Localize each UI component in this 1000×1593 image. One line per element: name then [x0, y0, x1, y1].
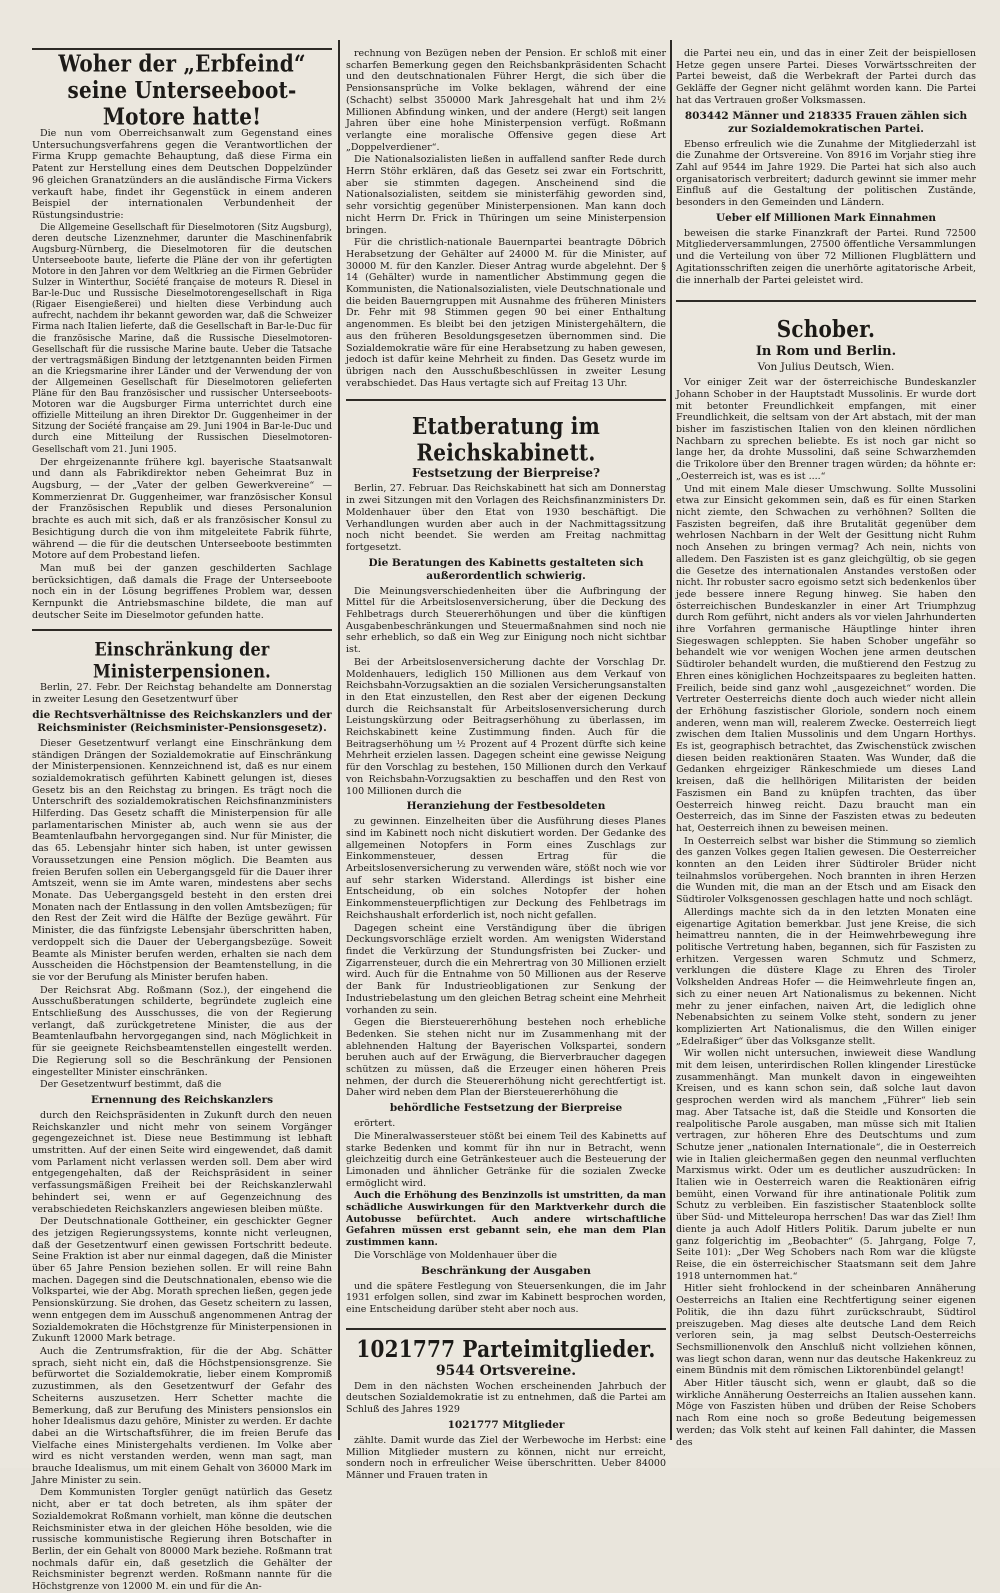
article-paragraph: Vor einiger Zeit war der österreichische Bundeskanzler Johann Schober in der Hauptstadt Mussolinis. Er wurde dort mit betonter Freundlichkeit empfangen, mit einer Freundlichkeit, die seltsam von der Art abstach, mit der man bisher im faszistischen Italien von den kleinen nördlichen Nachbarn zu sprechen beliebte. Es ist noch gar nicht so lange her, da drohte Mussolini, daß seine Schwarzhemden die Trikolore über den Brenner tragen würden; da höhnte er: „Oesterreich ist, was es ist ....“	[676, 377, 976, 482]
byline: Von Julius Deutsch, Wien.	[757, 361, 895, 374]
headline-erbfeind: Woher der „Erbfeind“ seine Unterseeboot-Motore hatte!	[58, 49, 306, 131]
article-paragraph: Der Reichsrat Abg. Roßmann (Soz.), der eingehend die Ausschußberatungen schilderte, begründete zugleich eine Entschließung des Ausschusses, die von der Regierung verlangt, daß zurückgetretene Minister, die aus der Beamtenlaufbahn hervorgegangen sind, nach Möglichkeit in für sie geeignete Reichsbeamtenstellen eingestellt werden. Die Regierung soll so die Beschränkung der Pensionen eingestellter Minister einschränken.	[32, 984, 332, 1078]
subheading: Beschränkung der Ausgaben	[421, 1264, 591, 1277]
article-paragraph: und die spätere Festlegung von Steuersenkungen, die im Jahr 1931 erfolgen sollen, sind zwar im Kabinett besprochen worden, eine Entscheidung darüber steht aber noch aus.	[346, 1280, 666, 1315]
middle-column	[346, 0, 666, 1481]
headline-schober: Schober.	[776, 315, 876, 343]
subheading: Ernennung des Reichskanzlers	[90, 1093, 274, 1106]
subheading: Heranziehung der Festbesoldeten	[406, 800, 606, 813]
article-paragraph: Wir wollen nicht untersuchen, inwieweit diese Wandlung mit dem leisen, unterirdischen Rollen klingender Lirestücke zusammenhängt. Man munkelt davon in eingeweihten Kreisen, und es kann schon sein, daß solche laut davon gesprochen werden wird als manchem „Führer“ lieb sein mag. Aber Tatsache ist, daß die Steidle und Konsorten die realpolitische Parole ausgaben, man müsse sich mit Italien vertragen, zur höheren Ehre des Deutschtums und zum Schutze jener „nationalen Internationale“, die in Oesterreich wie in Italien gleichermaßen gegen den neunmal verfluchten Marxismus wirkt. Oder um es deutlicher auszudrücken: In Italien wie in Oesterreich waren die Reaktionären eifrig bemüht, einen Vorwand für ihre antinationale Politik zum Schutz zu verbleiben. Ein faszistischer Staatenblock sollte über Süd- und Mitteleuropa herrschen! Das war das Ziel! Ihm diente ja auch Adolf Hitlers Politik. Darum jubelte er nun ganz folgerichtig im „Beobachter“ (5. Jahrgang, Folge 7, Seite 101): „Der Weg Schobers nach Rom war die klügste Reise, die ein österreichischer Staatsmann seit dem Jahre 1918 unternommen hat.“	[676, 1048, 976, 1282]
article-paragraph: erörtert.	[354, 1118, 396, 1130]
member-count: 1021777 Mitglieder	[447, 1418, 565, 1431]
article-paragraph: durch den Reichspräsidenten in Zukunft durch den neuen Reichskanzler und nicht mehr von seinem Vorgänger gegengezeichnet ist. Diese neue Bestimmung ist lebhaft umstritten. Auf der einen Seite wird eingewendet, daß damit vom Parlament nicht verlassen werden soll. Dem aber wird entgegengehalten, daß der Reichspräsident in seiner verfassungsmäßigen Freiheit bei der Reichskanzlerwahl behindert sei, wenn er auf Gegenzeichnung des verabschiedeten Reichskanzlers angewiesen bleiben müßte.	[32, 1109, 332, 1215]
article-paragraph: Die Mineralwassersteuer stößt bei einem Teil des Kabinetts auf starke Bedenken und kommt für ihn nur in Betracht, wenn gleichzeitig durch eine Getränkesteuer auch die Besteuerung der Limonaden und ähnlicher Getränke für die sozialen Zwecke ermöglicht wird.	[346, 1130, 666, 1189]
article-paragraph: beweisen die starke Finanzkraft der Partei. Rund 72500 Mitgliederversammlungen, 27500 öffentliche Versammlungen und die Verteilung von über 72 Millionen Flugblättern und Agitationsschriften zeigen die unerhörte agitatorische Arbeit, die innerhalb der Partei geleistet wird.	[676, 227, 976, 286]
article-paragraph: Hitler sieht frohlockend in der scheinbaren Annäherung Oesterreichs an Italien eine Rechtfertigung seiner eigenen Politik, die ihn dazu führt zurückschraubt, Südtirol preiszugeben. Mag dieses alte deutsche Land dem Reich verloren sein, ja mag selbst Deutsch-Oesterreichs Sechsmillionenvolk den Anschluß nicht vollziehen können, was liegt schon daran, wenn nur das deutsche Hakenkreuz zu einem Bündnis mit dem römischen Liktorenbündel gelangt!	[676, 1283, 976, 1377]
article-paragraph: Die nun vom Oberreichsanwalt zum Gegenstand eines Untersuchungsverfahrens gegen die Verantwortlichen der Firma Krupp gemachte Behauptung, daß diese Firma ein Patent zur Herstellung eines dem Deutschen Doppelzünder 96 gleichen Granatzünders an die ausländische Firma Vickers verkauft habe, findet ihr Gegenstück in einem anderen Beispiel der internationalen Verbundenheit der Rüstungsindustrie:	[32, 128, 332, 221]
section-rule	[346, 399, 666, 401]
article-paragraph: Die Meinungsverschiedenheiten über die Aufbringung der Mittel für die Arbeitslosenversicherung, über die Deckung des Fehlbetrags durch Steuererhöhungen und über die künftigen Ausgabenbeschränkungen und Steuermaßnahmen sind noch nie sehr erheblich, so daß ein Weg zur Einigung noch nicht sichtbar ist.	[346, 585, 666, 656]
article-paragraph: Dagegen scheint eine Verständigung über die übrigen Deckungsvorschläge erzielt worden. Am wenigsten Widerstand findet die Verkürzung der Stundungsfristen bei Zucker- und Zigarrensteuer, durch die ein Mehrertrag von 30 Millionen erzielt wird. Auch für die Entnahme von 50 Millionen aus der Reserve der Bank für Industrieobligationen zur Senkung der Industriebelastung um den gleichen Betrag scheint eine Mehrheit vorhanden zu sein.	[346, 922, 666, 1016]
bold-statement: die Rechtsverhältnisse des Reichskanzlers und der Reichsminister (Reichsminister-Pensionsgesetz).	[32, 708, 332, 734]
headline-etatberatung: Etatberatung im Reichskabinett.	[412, 412, 600, 467]
article-paragraph: Für die christlich-nationale Bauernpartei beantragte Döbrich Herabsetzung der Gehälter auf 24000 M. für die Minister, auf 30000 M. für den Kanzler. Dieser Antrag wurde abgelehnt. Der § 14 (Gehälter) wurde in namentlicher Abstimmung gegen die Kommunisten, die Nationalsozialisten, viele Deutschnationale und die beiden Bauerngruppen mit Ausnahme des früheren Ministers Dr. Fehr mit 98 Stimmen gegen 90 bei einer Enthaltung angenommen. Es bleibt bei den jetzigen Ministergehältern, die aus den früheren Besoldungsgesetzen übernommen sind. Die Sozialdemokratie wäre für eine Herabsetzung zu haben gewesen, jedoch ist dafür keine Mehrheit zu finden. Das Gesetz wurde im übrigen nach den Ausschußbeschlüssen in zweiter Lesung verabschiedet. Das Haus vertagte sich auf Freitag 13 Uhr.	[346, 237, 666, 389]
article-paragraph: In Oesterreich selbst war bisher die Stimmung so ziemlich des ganzen Volkes gegen Italien gewesen. Die Oesterreicher konnten an den Leiden ihrer Südtiroler Brüder nicht teilnahmslos vorübergehen. Noch brannten in ihren Herzen die Wunden mit, die man an der Etsch und am Eisack den Südtiroler Volksgenossen geschlagen hatte und noch schlägt.	[676, 835, 976, 906]
subheadline-ortsvereine: 9544 Ortsvereine.	[435, 1362, 577, 1379]
headline-parteimitglieder: 1021777 Parteimitglieder.	[356, 1334, 656, 1363]
bold-statement: Die Beratungen des Kabinetts gestalteten sich außerordentlich schwierig.	[368, 556, 644, 582]
subheading: Ueber elf Millionen Mark Einnahmen	[715, 211, 937, 224]
article-paragraph: Dem Kommunisten Torgler genügt natürlich das Gesetz nicht, aber er tat doch betreten, als ihm später der Sozialdemokrat Roßmann vorhielt, man könne die deutschen Reichsminister etwa in der gleichen Höhe besolden, wie die russische kommunistische Regierung ihren Botschafter in Berlin, der ein Gehalt von 80000 Mark beziehe. Roßmann trat nochmals dafür ein, daß gesetzlich die Gehälter der Reichsminister begrenzt werden. Roßmann nannte für die Höchstgrenze von 12000 M. ein und für die An-	[32, 1487, 332, 1593]
article-paragraph: Der Deutschnationale Gottheiner, ein geschickter Gegner des jetzigen Regierungssystems, konnte nicht verleugnen, daß der Gesetzentwurf einen gewissen Fortschritt bedeute. Seine Fraktion ist aber nur einmal dagegen, daß die Minister über 65 Jahre Pension beziehen sollen. Er will reine Bahn machen. Dagegen sind die Deutschnationalen, ebenso wie die Volkspartei, wie der Abg. Morath sprechen ließen, gegen jede Pensionskürzung. Sie drohen, das Gesetz scheitern zu lassen, wenn entgegen dem im Ausschuß angenommenen Antrag der Sozialdemokraten die Höchstgrenze für Ministerpensionen in Zukunft 12000 Mark betrage.	[32, 1216, 332, 1345]
article-paragraph: Der Gesetzentwurf bestimmt, daß die	[40, 1079, 222, 1091]
article-paragraph: Aber Hitler täuscht sich, wenn er glaubt, daß so die wirkliche Annäherung Oesterreichs an Italien aussehen kann. Möge von Faszisten hüben und drüben der Reise Schobers nach Rom eine noch so große Bedeutung beigemessen werden; das Volk steht auf keinen Fall dahinter, die Massen des	[676, 1378, 976, 1448]
article-paragraph: Gegen die Biersteuererhöhung bestehen noch erhebliche Bedenken. Sie stehen nicht nur im Zusammenhang mit der ablehnenden Haltung der Bayerischen Volkspartei, sondern beruhen auch auf der Erwägung, die Bierverbraucher dagegen schützen zu müssen, daß die Erzeuger einen höheren Preis nehmen, der durch die Steuererhöhung nicht gerechtfertigt ist. Daher wird neben dem Plan der Biersteuererhöhung die	[346, 1017, 666, 1099]
article-paragraph: Berlin, 27. Februar. Das Reichskabinett hat sich am Donnerstag in zwei Sitzungen mit den Vorlagen des Reichsfinanzministers Dr. Moldenhauer über den Etat von 1930 beschäftigt. Die Verhandlungen wurden aber auch in der Nachmittagssitzung noch nicht beendet. Sie werden am Freitag nachmittag fortgesetzt.	[346, 483, 666, 553]
article-dateline: Berlin, 27. Febr. Der Reichstag behandelte am Donnerstag in zweiter Lesung den Gesetzentwurf über	[32, 682, 332, 706]
section-rule	[676, 300, 976, 302]
article-paragraph: Auch die Zentrumsfraktion, für die der Abg. Schätter sprach, sieht nicht ein, daß die Höchstpensionsgrenze. Sie befürwortet die Sozialdemokratie, lieber einem Kompromiß zuzustimmen, als den Gesetzentwurf der Gefahr des Scheiterns auszusetzen. Herr Schetter machte die Bemerkung, daß zur Berufung des Ministers pensionslos ein hoher Idealismus dazu gehöre, Minister zu werden. Er dachte dabei an die Wirtschaftsführer, die im freien Berufe das Vielfache eines Ministergehalts verdienen. Im Volke aber wird es nicht verstanden werden, wenn man sagt, man brauche Idealismus, um mit einem Gehalt von 36000 Mark im Jahre Minister zu sein.	[32, 1346, 332, 1486]
article-paragraph: Allerdings machte sich da in den letzten Monaten eine eigenartige Agitation bemerkbar. Just jene Kreise, die sich heimattreu nannten, die in der Heimwehrbewegung ihre politische Vertretung haben, begannen, sich für Faszisten zu erhitzen. Vergessen waren Schmutz und Schmerz, verklungen die düstere Klage zu Ehren des Tiroler Volkshelden Andreas Hofer — die Heimwehrleute fingen an, sich zu einer neuen Art Nationalismus zu bekennen. Nicht mehr zu jener einfachen, naiven Art, die lediglich ohne Nebenabsichten zu seinem Volke steht, sondern zu jener komplizierten Art Nationalismus, die den Willen einiger „Edelraßiger“ über das Volksganze stellt.	[676, 906, 976, 1047]
bold-statement: 803442 Männer und 218335 Frauen zählen sich zur Sozialdemokratischen Partei.	[684, 109, 968, 135]
article-paragraph: zu gewinnen. Einzelheiten über die Ausführung dieses Planes sind im Kabinett noch nicht diskutiert worden. Der Gedanke des allgemeinen Notopfers in Form eines Zuschlags zur Einkommensteuer, dessen Ertrag für die Arbeitslosenversicherung zu verwenden wäre, stößt noch wie vor auf sehr starken Widerstand. Allerdings ist bisher eine Entscheidung, ob ein solches Notopfer der hohen Einkommensteuerpflichtigen zur Deckung des Fehlbetrags im Reichshaushalt erforderlich ist, noch nicht gefallen.	[346, 816, 666, 921]
subheadline-bierpreise: Festsetzung der Bierpreise?	[411, 466, 601, 481]
section-rule	[346, 1328, 666, 1330]
article-paragraph: Dem in den nächsten Wochen erscheinenden Jahrbuch der deutschen Sozialdemokratie ist zu entnehmen, daß die Partei am Schluß des Jahres 1929	[346, 1380, 666, 1416]
right-column	[676, 0, 976, 1468]
article-paragraph: Die Allgemeine Gesellschaft für Dieselmotoren (Sitz Augsburg), deren deutsche Lizenznehmer, darunter die Maschinenfabrik Augsburg-Nürnberg, die Dieselmotoren für die deutschen Unterseeboote baute, lieferte die Pläne der von ihr gefertigten Motore in den Jahren vor dem Weltkrieg an die Firmen Gebrüder Sulzer in Winterthur, Société française de moteurs R. Diesel in Bar-le-Duc und Russische Dieselmotorengesellschaft in Riga (Rigaer Eisengießerei) und hielten diese Verbindung auch aufrecht, nachdem ihr bekannt geworden war, daß die Schweizer Firma nach Italien lieferte, daß die Gesellschaft in Bar-le-Duc für die französische Marine, daß die Russische Dieselmotoren-Gesellschaft für die russische Marine baute. Ueber die Tatsache der vertragsmäßigen Bindung der letztgenannten beiden Firmen an die Kriegsmarine ihrer Länder und der Verwendung der von der Allgemeinen Gesellschaft für Dieselmotoren gelieferten Pläne für den Bau französischer und russischer Unterseeboots-Motoren war die Augsburger Firma unterrichtet durch eine offizielle Mitteilung an ihren Direktor Dr. Guggenheimer in der Sitzung der Société française am 29. Juni 1904 in Bar-le-Duc und durch eine Mitteilung der Russischen Dieselmotoren-Gesellschaft vom 21. Juni 1905.	[32, 222, 332, 455]
article-paragraph: Ebenso erfreulich wie die Zunahme der Mitgliederzahl ist die Zunahme der Ortsvereine. Von 8916 im Vorjahr stieg ihre Zahl auf 9544 im Jahre 1929. Die Partei hat sich also auch organisatorisch verbreitert; dadurch gewinnt sie immer mehr Einfluß auf die Gestaltung der politischen Zustände, besonders in den Gemeinden und Ländern.	[676, 138, 976, 209]
article-paragraph: Dieser Gesetzentwurf verlangt eine Einschränkung dem ständigen Drängen der Sozialdemokratie auf Einschränkung der Ministerpensionen. Kennzeichnend ist, daß es nur einem sozialdemokratisch geführten Kabinett gelungen ist, dieses Gesetz bis an den Reichstag zu bringen. Es trägt noch die Unterschrift des sozialdemokratischen Reichsfinanzministers Hilferding. Das Gesetz schafft die Ministerpension für alle parlamentarischen Minister ab, auch wenn sie aus der Beamtenlaufbahn hervorgegangen sind. Nur für Minister, die das 65. Lebensjahr hinter sich haben, ist unter gewissen Voraussetzungen eine Pension möglich. Die Beamten aus freien Berufen sollen ein Uebergangsgeld für die Dauer ihrer Amtszeit, wenn sie im Amte waren, mindestens aber sechs Monate. Das Uebergangsgeld besteht in den ersten drei Monaten nach der Entlassung in den vollen Amtsbezügen; für den Rest der Zeit wird die Hälfte der Bezüge gewährt. Für Minister, die das fünfzigste Lebensjahr überschritten haben, verdoppelt sich die Dauer der Uebergangsbezüge. Soweit Beamte als Minister berufen werden, erhalten sie nach dem Ausscheiden die Höchstpension der Beamtenstellung, in die sie vor der Berufung als Minister berufen haben.	[32, 737, 332, 983]
article-paragraph: Und mit einem Male dieser Umschwung. Sollte Mussolini etwa zur Einsicht gekommen sein, daß es für einen Starken nicht ziemte, den Schwachen zu verhöhnen? Sollten die Faszisten begreifen, daß ihre Brutalität gegenüber dem wehrlosen Nachbarn in der Welt der Gesittung nicht Ruhm noch Ansehen zu bringen vermag? Ach nein, nichts von alledem. Den Faszisten ist es ganz gleichgültig, ob sie gegen die Gesetze des internationalen Anstandes verstoßen oder nicht. Ihr robuster sacro egoismo setzt sich bedenkenlos über jede bessere innere Regung hinweg. Sie haben den österreichischen Bundeskanzler in einer Art Triumphzug durch Rom geführt, nicht anders als vor vielen Jahrhunderten ihre Vorfahren germanische Häuptlinge hinter ihren Siegeswagen schleppten. Sie haben Schober ungefähr so behandelt wie vor wenigen Wochen jene armen deutschen Südtiroler behandelt wurden, die mußtierend den Festzug zu Ehren eines königlichen Hochzeitspaares zu begleiten hatten. Freilich, beide sind ganz wohl „ausgezeichnet“ worden. Die Vertreter Oesterreichs diente doch auch wieder nicht allein der Erhöhung faszistischer Gloriole, sondern noch einem anderen, wenn man will, realerem Zwecke. Oesterreich liegt zwischen dem Italien Mussolinis und dem Ungarn Horthys. Es ist, geographisch betrachtet, das Zwischenstück zwischen diesen beiden reaktionären Staaten. Was Wunder, daß die Gedanken ehrgeiziger Ränkeschmiede um dieses Land kreisen, daß die hellhörigen Militaristen der beiden Faszismen ein Band zu knüpfen trachten, das über Oesterreich hinweg reicht. Dazu braucht man ein Oesterreich, das im Sinne der Faszisten etwas zu bedeuten hat, Oesterreich ihnen zu beweisen meinen.	[676, 483, 976, 834]
section-rule	[32, 629, 332, 631]
article-paragraph-bold: Auch die Erhöhung des Benzinzolls ist umstritten, da man schädliche Auswirkungen für den Marktverkehr durch die Autobusse befürchtet. Auch andere wirtschaftliche Gefahren müssen erst gebannt sein, ehe man dem Plan zustimmen kann.	[346, 1190, 666, 1249]
left-column	[32, 0, 332, 1593]
article-paragraph: Die Nationalsozialisten ließen in auffallend sanfter Rede durch Herrn Stöhr erklären, daß das Gesetz sei zwar ein Fortschritt, aber sie stimmten dagegen. Anscheinend sind die Nationalsozialisten, seitdem sie ministerfähig geworden sind, sehr vorsichtig gegenüber Ministerpensionen. Man kann doch nicht Herrn Dr. Frick in Thüringen um seine Ministerpension bringen.	[346, 154, 666, 236]
article-paragraph: Bei der Arbeitslosenversicherung dachte der Vorschlag Dr. Moldenhauers, lediglich 150 Millionen aus dem Verkauf von Reichsbahn-Vorzugsaktien an die sozialen Versicherungsanstalten in den Etat einzustellen, den Rest aber der eigenen Deckung durch die Reichsanstalt für Arbeitslosenversicherung durch Leistungskürzung oder Beitragserhöhung zu überlassen, im Reichskabinett keine Zustimmung finden. Auch für die Beitragserhöhung um ½ Prozent auf 4 Prozent dürfte sich keine Mehrheit erzielen lassen. Dagegen scheint eine gewisse Neigung für den Vorschlag zu bestehen, 150 Millionen durch den Verkauf von Reichsbahn-Vorzugsaktien zu beschaffen und den Rest von 100 Millionen durch die	[346, 656, 666, 797]
subheadline-rom-berlin: In Rom und Berlin.	[755, 344, 897, 360]
article-paragraph: die Partei neu ein, und das in einer Zeit der beispiellosen Hetze gegen unsere Partei. Dieses Vorwärtsschreiten der Partei beweist, daß die Werbekraft der Partei durch das Gekläffe der Gegner nicht gelähmt worden kann. Die Partei hat das Vertrauen großer Volksmassen.	[676, 48, 976, 106]
article-paragraph: zählte. Damit wurde das Ziel der Werbewoche im Herbst: eine Million Mitglieder mustern zu können, nicht nur erreicht, sondern noch in erfreulicher Weise überschritten. Ueber 84000 Männer und Frauen traten in	[346, 1434, 666, 1481]
column-rule	[338, 40, 340, 1440]
column-rule	[670, 40, 672, 1440]
article-paragraph: Die Vorschläge von Moldenhauer über die	[354, 1249, 558, 1261]
article-paragraph: Der ehrgeizenannte frühere kgl. bayerische Staatsanwalt und dann als Fabrikdirektor neben Geheimrat Buz in Augsburg, — der „Vater der gelben Gewerkvereine“ — Kommerzienrat Dr. Guggenheimer, war französischer Konsul der Französischen Republik und dieses Personalunion brachte es auch mit sich, daß er als französischer Konsul zu Besichtigung durch die von ihm mitgeleitete Fabrik führte, während — die für die deutschen Unterseeboote bestimmten Motore auf dem Probestand liefen.	[32, 456, 332, 562]
article-paragraph: rechnung von Bezügen neben der Pension. Er schloß mit einer scharfen Bemerkung gegen den Reichsbankpräsidenten Schacht und den deutschnationalen Führer Hergt, die sich über die Pensionsansprüche im Volke beklagen, während der eine (Schacht) selbst 350000 Mark Jahresgehalt hat und ihm 2½ Millionen Abfindung winken, und der andere (Hergt) seit langen Jahren über eine hohe Ministerpension verfügt. Roßmann verlangte eine moralische Offensive gegen diese Art „Doppelverdiener“.	[346, 48, 666, 153]
article-paragraph: Man muß bei der ganzen geschilderten Sachlage berücksichtigen, daß damals die Frage der Unterseeboote noch ein in der Lösung begriffenes Problem war, dessen Kernpunkt die Antriebsmaschine bildete, die man auf deutscher Seite im Dieselmotor gefunden hatte.	[32, 562, 332, 621]
headline-ministerpensionen: Einschränkung der Ministerpensionen.	[93, 638, 271, 683]
subheading: behördliche Festsetzung der Bierpreise	[389, 1102, 623, 1115]
